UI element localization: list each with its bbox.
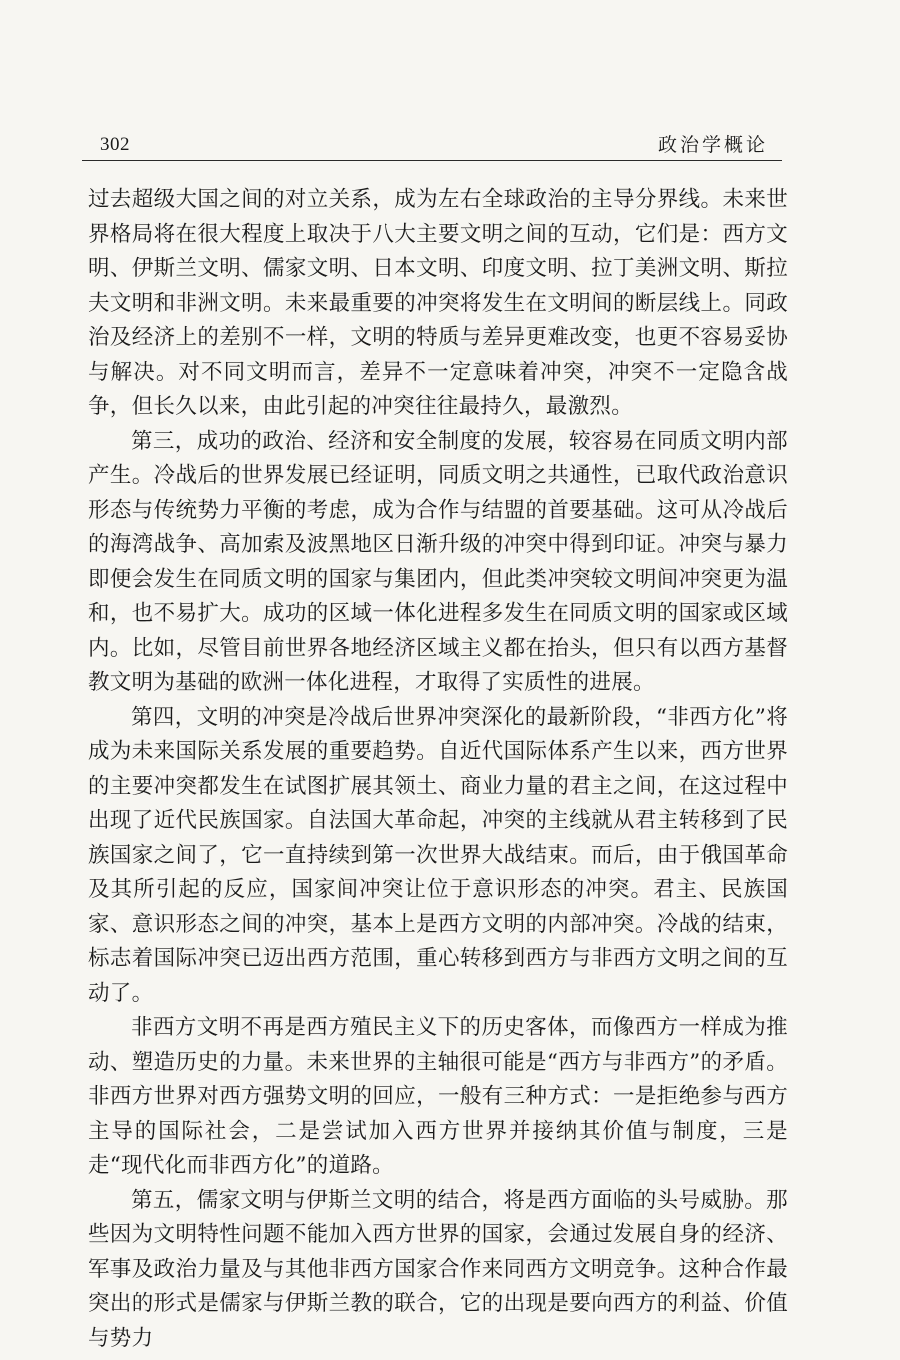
page-number: 302 <box>100 134 130 155</box>
paragraph-third-point: 第三，成功的政治、经济和安全制度的发展，较容易在同质文明内部产生。冷战后的世界发展已经证明，同质文明之共通性，已取代政治意识形态与传统势力平衡的考虑，成为合作与结盟的首要基础。这可从冷战后的海湾战争、高加索及波黑地区日渐升级的冲突中得到印证。冲突与暴力即便会发生在同质文明的国家与集团内，但此类冲突较文明间冲突更为温和，也不易扩大。成功的区域一体化进程多发生在同质文明的国家或区域内。比如，尽管目前世界各地经济区域主义都在抬头，但只有以西方基督教文明为基础的欧洲一体化进程，才取得了实质性的进展。 <box>88 428 788 695</box>
paragraph-continued: 过去超级大国之间的对立关系，成为左右全球政治的主导分界线。未来世界格局将在很大程度上取决于八大主要文明之间的互动，它们是：西方文明、伊斯兰文明、儒家文明、日本文明、印度文明、拉丁美洲文明、斯拉夫文明和非洲文明。未来最重要的冲突将发生在文明间的断层线上。同政治及经济上的差别不一样，文明的特质与差异更难改变，也更不容易妥协与解决。对不同文明而言，差异不一定意味着冲突，冲突不一定隐含战争，但长久以来，由此引起的冲突往往最持久，最激烈。 <box>88 187 788 419</box>
paragraph-non-western: 非西方文明不再是西方殖民主义下的历史客体，而像西方一样成为推动、塑造历史的力量。未来世界的主轴很可能是“西方与非西方”的矛盾。非西方世界对西方强势文明的回应，一般有三种方式：一是拒绝参与西方主导的国际社会，二是尝试加入西方世界并接纳其价值与制度，三是走“现代化而非西方化”的道路。 <box>88 1015 788 1178</box>
body-text <box>88 183 788 1356</box>
paragraph-fourth-point: 第四，文明的冲突是冷战后世界冲突深化的最新阶段，“非西方化”将成为未来国际关系发展的重要趋势。自近代国际体系产生以来，西方世界的主要冲突都发生在试图扩展其领土、商业力量的君主之间，在这过程中出现了近代民族国家。自法国大革命起，冲突的主线就从君主转移到了民族国家之间了，它一直持续到第一次世界大战结束。而后，由于俄国革命及其所引起的反应，国家间冲突让位于意识形态的冲突。君主、民族国家、意识形态之间的冲突，基本上是西方文明的内部冲突。冷战的结束，标志着国际冲突已迈出西方范围，重心转移到西方与非西方文明之间的互动了。 <box>88 704 788 1006</box>
running-header <box>82 126 782 161</box>
paragraph-fifth-point: 第五，儒家文明与伊斯兰文明的结合，将是西方面临的头号威胁。那些因为文明特性问题不能加入西方世界的国家，会通过发展自身的经济、军事及政治力量及与其他非西方国家合作来同西方文明竞争。这种合作最突出的形式是儒家与伊斯兰教的联合，它的出现是要向西方的利益、价值与势力 <box>88 1187 788 1351</box>
book-title: 政治学概论 <box>657 134 768 156</box>
